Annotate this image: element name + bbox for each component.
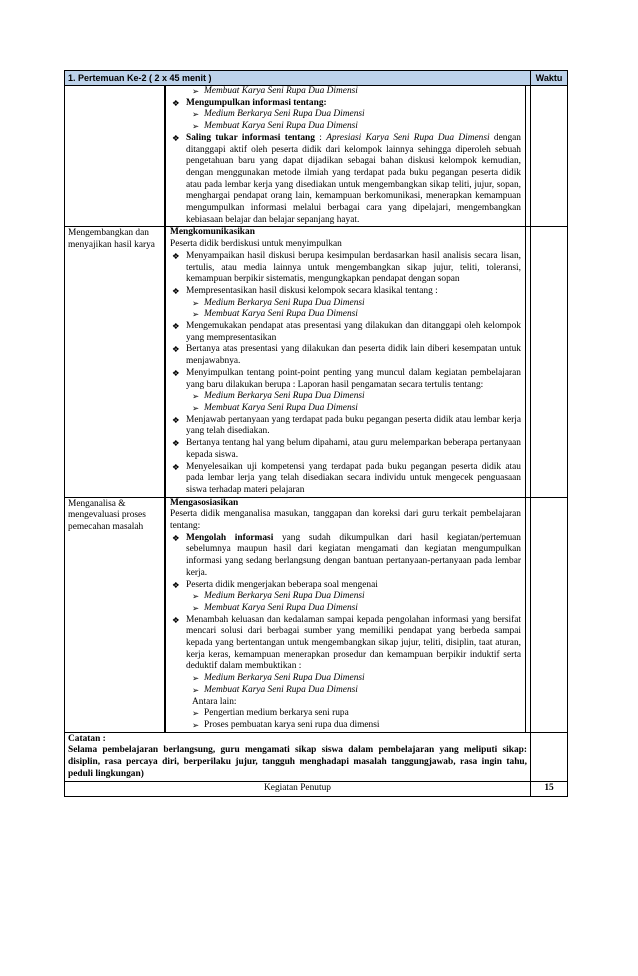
list-item [170,109,521,121]
list-item [170,368,521,391]
arrow-bullet-icon: ➢ [192,673,200,684]
arrow-bullet-icon: ➢ [192,402,200,413]
notes-cell [65,732,531,782]
list-item [170,615,521,674]
list-item [170,98,521,110]
closing-activity-row [65,782,568,797]
list-item-text: Peserta didik mengerjakan beberapa soal mengenai [186,579,378,590]
list-item [170,286,521,298]
list-item-text: Menjawab pertanyaan yang terdapat pada buku pegangan peserta didik atau lembar kerja yang telah disediakan. [186,414,521,437]
arrow-bullet-icon: ➢ [192,109,200,120]
diamond-bullet-icon: ❖ [172,344,180,355]
saling-lead: Saling tukar informasi tentang [186,132,315,143]
activity-row-menganalisa [65,497,568,732]
list-item [170,415,521,438]
arrow-bullet-icon: ➢ [192,297,200,308]
list-item-text: Membuat Karya Seni Rupa Dua Dimensi [204,402,358,413]
activity-label-mengembangkan: Mengembangkan dan menyajikan hasil karya [65,227,165,497]
list-item [170,533,521,580]
list-item [170,580,521,592]
list-item-text: Medium Berkarya Seni Rupa Dua Dimensi [204,391,365,402]
waktu-cell-2 [531,227,568,497]
activity-content-3 [165,497,531,732]
diamond-bullet-icon: ❖ [172,532,180,543]
activity-inner-box-2 [165,227,526,496]
activity-row-continuation [65,86,568,227]
diamond-bullet-icon: ❖ [172,461,180,472]
section-heading-mengkomunikasikan: Mengkomunikasikan [170,227,255,238]
activity-label-menganalisa: Menganalisa & mengevaluasi proses pemecahan masalah [65,497,165,732]
arrow-bullet-icon: ➢ [192,708,200,719]
list-item-text: Mempresentasikan hasil diskusi kelompok secara klasikal tentang : [186,285,438,296]
saling-colon: : [314,132,327,143]
list-item [170,685,521,697]
list-item [170,309,521,321]
list-item [170,462,521,497]
diamond-bullet-icon: ❖ [172,250,180,261]
diamond-bullet-icon: ❖ [172,97,180,108]
list-item-text: Proses pembuatan karya seni rupa dua dimensi [204,719,380,730]
arrow-bullet-icon: ➢ [192,684,200,695]
list-item-text: Bertanya atas presentasi yang dilakukan dan peserta didik lain diberi kesempatan untuk menjawabnya. [186,344,521,367]
arrow-bullet-icon: ➢ [192,719,200,730]
arrow-bullet-icon: ➢ [192,121,200,132]
closing-activity-minutes: 15 [531,782,568,797]
waktu-header: Waktu [531,71,568,86]
diamond-bullet-icon: ❖ [172,614,180,625]
list-item-text: Medium Berkarya Seni Rupa Dua Dimensi [204,673,365,684]
activity-inner-box-3 [165,498,526,732]
list-item [170,298,521,310]
activity-inner-box-1 [165,86,526,226]
arrow-bullet-icon: ➢ [192,309,200,320]
list-item-saling-tukar [170,133,521,227]
notes-title: Catatan : [68,733,106,744]
list-item [170,697,521,709]
activity-row-mengembangkan [65,227,568,497]
list-item-text: Membuat Karya Seni Rupa Dua Dimensi [204,86,358,96]
diamond-bullet-icon: ❖ [172,579,180,590]
list-item [170,251,521,286]
list-item [170,591,521,603]
list-item [170,344,521,367]
list-item-lead: Mengolah informasi [186,532,274,543]
notes-text: Selama pembelajaran berlangsung, guru mengamati sikap siswa dalam pembelajaran yang meliputi sikap: disiplin, rasa percaya diri, berperilaku jujur, tangguh menghadapi masalah tanggungjawab, rasa ingin tahu, peduli lingkungan) [68,745,527,779]
list-item [170,603,521,615]
activity-list-2 [170,251,521,497]
meeting-title: 1. Pertemuan Ke-2 ( 2 x 45 menit ) [65,71,531,86]
list-item [170,391,521,403]
section-intro-2: Peserta didik berdiskusi untuk menyimpulkan [170,239,342,250]
waktu-cell-1 [531,86,568,227]
section-intro-3: Peserta didik menganalisa masukan, tanggapan dan koreksi dari guru terkait pembelajaran tentang: [170,509,521,532]
list-item-text: Menyampaikan hasil diskusi berupa kesimpulan berdasarkan hasil analisis secara lisan, tertulis, atau media lainnya untuk mengembangkan sikap jujur, teliti, toleransi, kemampuan berpikir sistematis, mengungkapkan pendapat dengan sopan [186,250,521,285]
activity-content-1 [165,86,531,227]
list-item-text: Medium Berkarya Seni Rupa Dua Dimensi [204,297,365,308]
lesson-plan-document [64,70,568,797]
section-heading-mengasosiasikan: Mengasosiasikan [170,497,239,508]
arrow-bullet-icon: ➢ [192,86,200,96]
diamond-bullet-icon: ❖ [172,132,180,143]
closing-activity-label: Kegiatan Penutup [65,782,531,797]
list-item-text: yang sudah dikumpulkan dari hasil kegiatan/pertemuan sebelumnya maupun hasil dari kegiatan mengamati dan kegiatan mengumpulkan informasi yang sedang berlangsung dengan bantuan pertanyaan-pertanyaan pada lembar kerja. [186,532,521,578]
list-item-text: Menyelesaikan uji kompetensi yang terdapat pada buku pegangan peserta didik atau pada lembar lerja yang telah disediakan secara individu untuk mengecek penguasaan siswa terhadap materi pelajaran [186,461,521,495]
list-item-text: Menambah keluasan dan kedalaman sampai kepada pengolahan informasi yang bersifat mencari solusi dari berbagai sumber yang memiliki pendapat yang berbeda sampai kepada yang bertentangan untuk mengembangkan sikap jujur, teliti, disiplin, taat aturan, kerja keras, kemampuan menerapkan prosedur dan kemampuan berpikir induktif serta deduktif dalam membuktikan : [186,614,521,672]
list-item-text: Membuat Karya Seni Rupa Dua Dimensi [204,309,358,320]
list-item-text: Membuat Karya Seni Rupa Dua Dimensi [204,121,358,132]
notes-row [65,732,568,782]
saling-topic: Apresiasi Karya Seni Rupa Dua Dimensi [326,132,490,143]
list-item-text: Pengertian medium berkarya seni rupa [204,708,349,719]
diamond-bullet-icon: ❖ [172,414,180,425]
list-item-text: Medium Berkarya Seni Rupa Dua Dimensi [204,109,365,120]
list-item-text: Antara lain: [192,696,237,707]
list-item-text: Membuat Karya Seni Rupa Dua Dimensi [204,684,358,695]
list-item [170,86,521,98]
arrow-bullet-icon: ➢ [192,602,200,613]
table-header-row [65,71,568,86]
activity-content-2 [165,227,531,497]
list-item [170,720,521,732]
list-item-text: Membuat Karya Seni Rupa Dua Dimensi [204,602,358,613]
arrow-bullet-icon: ➢ [192,591,200,602]
activity-list-1 [170,86,521,133]
diamond-bullet-icon: ❖ [172,285,180,296]
saling-rest: dengan ditanggapi aktif oleh peserta didik dari kelompok lainnya sehingga diperoleh sebuah pengetahuan baru yang dapat dijadikan sebagai bahan diskusi kelompok kemudian, dengan menggunakan metode ilmiah yang terdapat pada buku pegangan peserta didik atau pada lembar kerja yang disediakan untuk mengembangkan sikap teliti, jujur, sopan, menghargai pendapat orang lain, kemampuan berkomunikasi, menerapkan kemampuan mengumpulkan informasi melalui berbagai cara yang dipelajari, mengembangkan kebiasaan belajar dan belajar sepanjang hayat. [186,132,521,225]
list-item-text: Bertanya tentang hal yang belum dipahami, atau guru melemparkan beberapa pertanyaan kepada siswa. [186,438,521,460]
diamond-bullet-icon: ❖ [172,321,180,332]
diamond-bullet-icon: ❖ [172,367,180,378]
list-item [170,708,521,720]
list-item-text: Mengemukakan pendapat atas presentasi yang dilakukan dan ditanggapi oleh kelompok yang mempresentasikan [186,321,521,343]
list-item [170,673,521,685]
diamond-bullet-icon: ❖ [172,438,180,449]
list-item-text: Mengumpulkan informasi tentang: [186,97,327,108]
list-item-text: Menyimpulkan tentang point-point penting yang muncul dalam kegiatan pembelajaran yang baru dilakukan berupa : Laporan hasil pengamatan secara tertulis tentang: [186,367,521,390]
list-item [170,403,521,415]
list-item-text: Medium Berkarya Seni Rupa Dua Dimensi [204,591,365,602]
activity-label-empty [65,86,165,227]
lesson-plan-table [64,70,568,797]
waktu-cell-notes [531,732,568,782]
list-item [170,121,521,133]
list-item [170,321,521,344]
waktu-cell-3 [531,497,568,732]
arrow-bullet-icon: ➢ [192,391,200,402]
activity-list-3 [170,533,521,732]
list-item [170,438,521,461]
